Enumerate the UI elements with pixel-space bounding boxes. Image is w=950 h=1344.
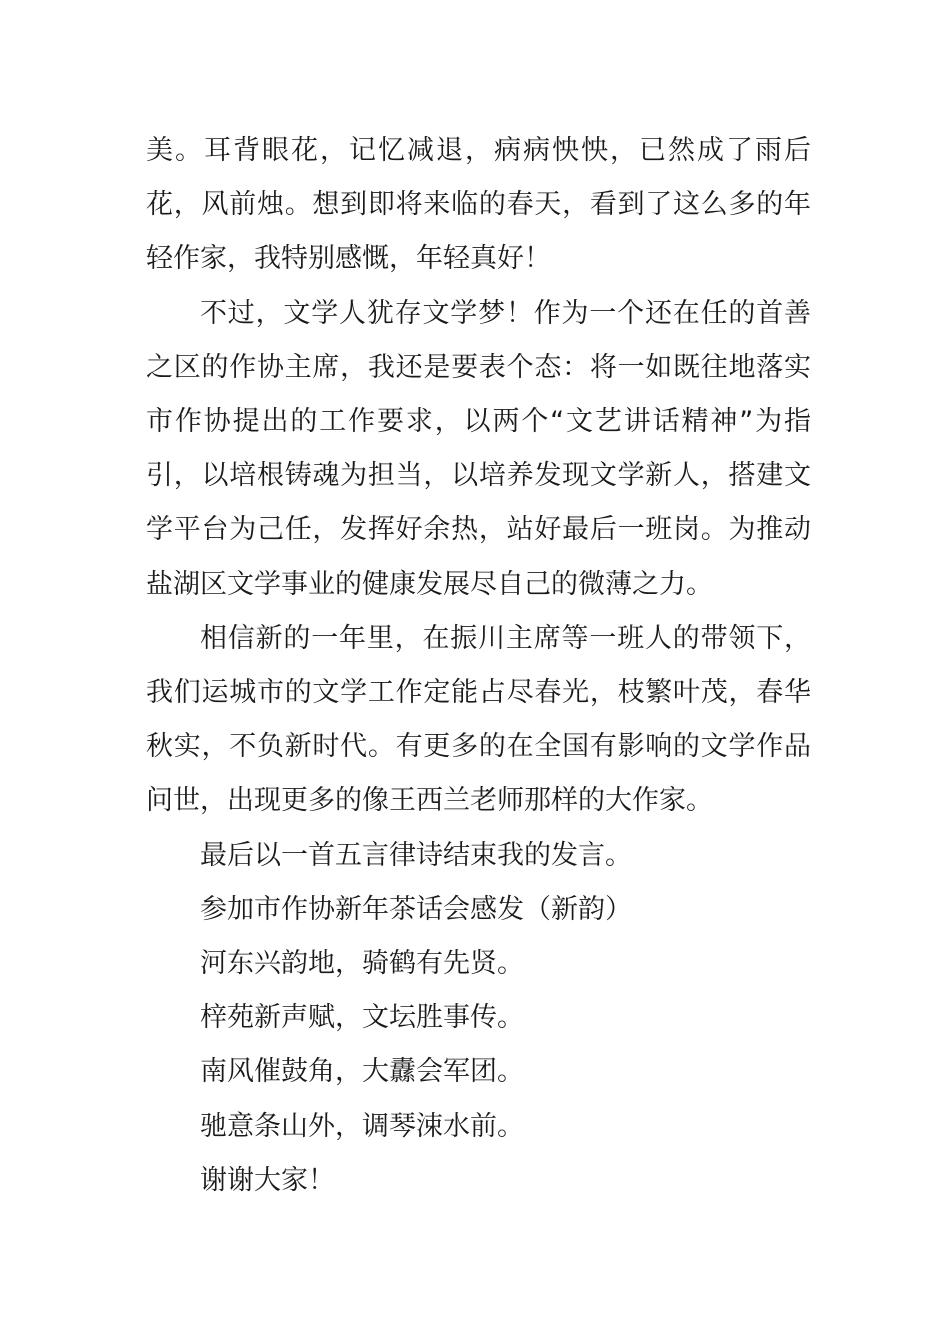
poem-line: 梓苑新声赋，文坛胜事传。 [200, 1002, 524, 1034]
closing-intro: 最后以一首五言律诗结束我的发言。 [200, 839, 632, 871]
paragraph-new-year-hopes: 相信新的一年里，在振川主席等一班人的带领下，我们运城市的文学工作定能占尽春光，枝繁叶茂，春华秋实，不负新时代。有更多的在全国有影响的文学作品问世，出现更多的像王西兰老师那样的大作家。 [146, 622, 811, 817]
paragraph-continued: 美。耳背眼花，记忆减退，病病怏怏，已然成了雨后花，风前烛。想到即将来临的春天，看到了这么多的年轻作家，我特别感慨，年轻真好！ [146, 135, 811, 275]
poem-line: 驰意条山外，调琴涑水前。 [200, 1110, 524, 1142]
poem-line: 河东兴韵地，骑鹤有先贤。 [200, 948, 524, 980]
document-body [146, 124, 811, 1208]
thanks-line: 谢谢大家！ [200, 1164, 335, 1196]
paragraph-literary-dream: 不过，文学人犹存文学梦！作为一个还在任的首善之区的作协主席，我还是要表个态：将一如既往地落实市作协提出的工作要求，以两个“文艺讲话精神”为指引，以培根铸魂为担当，以培养发现文学新人，搭建文学平台为己任，发挥好余热，站好最后一班岗。为推动盐湖区文学事业的健康发展尽自己的微薄之力。 [146, 297, 811, 600]
poem-line: 南风催鼓角，大纛会军团。 [200, 1056, 524, 1088]
poem-title: 参加市作协新年茶话会感发（新韵） [200, 893, 632, 925]
